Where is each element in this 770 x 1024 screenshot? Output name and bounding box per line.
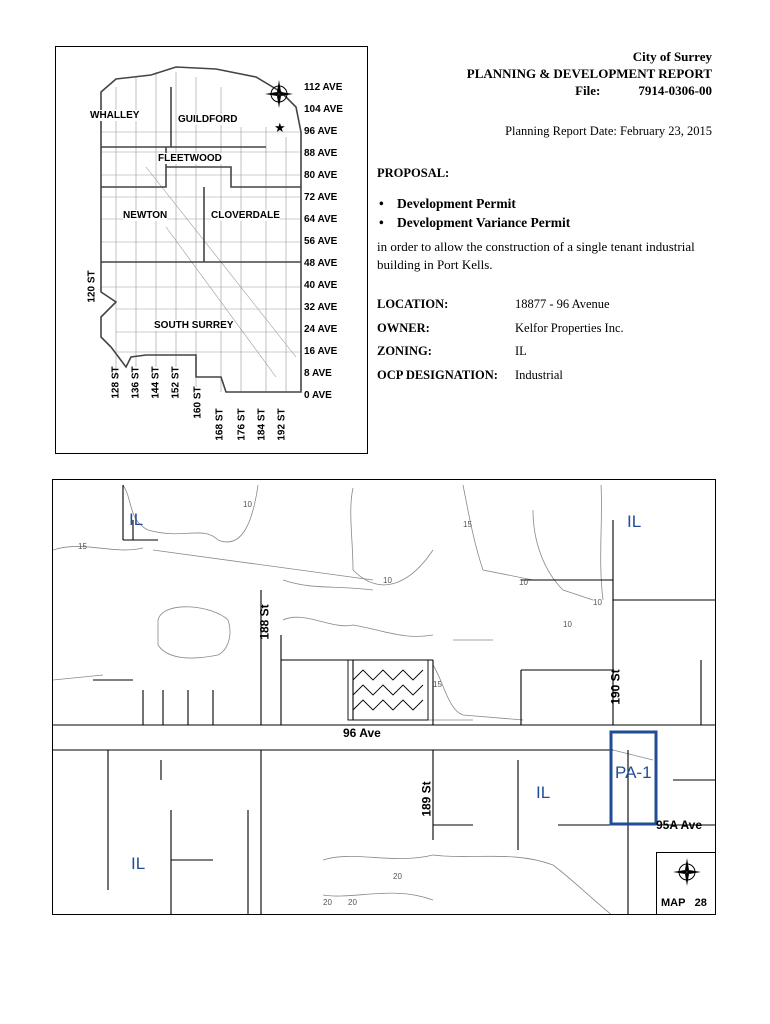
proposal-label: PROPOSAL: — [377, 166, 450, 180]
owner-label: OWNER: — [377, 321, 430, 335]
avenue-label: 0 AVE — [304, 390, 332, 401]
proposal-item: • Development Variance Permit — [377, 213, 717, 232]
avenue-label: 16 AVE — [304, 346, 338, 357]
contour-label: 20 — [348, 898, 357, 907]
location-row — [377, 297, 610, 312]
street-label: 144 ST — [150, 366, 162, 399]
map-label — [661, 897, 707, 909]
avenue-label: 32 AVE — [304, 302, 338, 313]
contour-label: 10 — [593, 598, 602, 607]
report-title: PLANNING & DEVELOPMENT REPORT — [466, 66, 712, 81]
contour-label: 20 — [393, 872, 402, 881]
contour-label: 15 — [463, 520, 472, 529]
street-label: 189 St — [419, 781, 434, 817]
city-name: City of Surrey — [632, 49, 712, 64]
contour-label: 15 — [433, 680, 442, 689]
street-label: 190 St — [608, 669, 623, 705]
avenue-label: 72 AVE — [304, 192, 338, 203]
area-label: SOUTH SURREY — [154, 320, 234, 331]
zone-label: PA-1 — [615, 763, 652, 782]
ocp-value: Industrial — [515, 368, 563, 382]
ocp-row — [377, 368, 563, 383]
map-number-box — [656, 852, 716, 915]
area-label: NEWTON — [123, 210, 168, 221]
proposal-section — [377, 166, 717, 274]
compass-icon — [264, 79, 294, 109]
avenue-label: 88 AVE — [304, 148, 338, 159]
file-row — [467, 82, 712, 99]
zone-label: IL — [627, 512, 642, 531]
contour-label: 15 — [78, 542, 87, 551]
owner-row — [377, 321, 624, 336]
street-label: 176 ST — [236, 408, 248, 441]
zoning-value: IL — [515, 344, 527, 358]
avenue-label: 104 AVE — [304, 104, 343, 115]
overview-map — [55, 46, 368, 454]
map-label-text: MAP — [661, 897, 686, 909]
street-label: 136 ST — [130, 366, 142, 399]
street-label: 188 St — [257, 604, 272, 640]
report-header — [467, 48, 712, 99]
site-star-icon: ★ — [274, 120, 286, 135]
zone-label: IL — [131, 854, 146, 873]
site-map — [52, 479, 716, 915]
street-label: 128 ST — [110, 366, 122, 399]
proposal-item: • Development Permit — [377, 194, 717, 213]
avenue-label: 48 AVE — [304, 258, 338, 269]
zone-label: IL — [129, 510, 144, 529]
street-label: 152 ST — [170, 366, 182, 399]
area-label: CLOVERDALE — [211, 210, 280, 221]
area-label: FLEETWOOD — [158, 153, 222, 164]
avenue-label: 64 AVE — [304, 214, 338, 225]
contour-label: 10 — [383, 576, 392, 585]
contour-label: 10 — [563, 620, 572, 629]
contour-label: 10 — [519, 578, 528, 587]
location-label: LOCATION: — [377, 297, 449, 311]
ocp-label: OCP DESIGNATION: — [377, 368, 498, 382]
avenue-label: 112 AVE — [304, 82, 343, 93]
street-label: 184 ST — [256, 408, 268, 441]
file-number: 7914-0306-00 — [638, 83, 712, 98]
avenue-label: 40 AVE — [304, 280, 338, 291]
map-number: 28 — [694, 897, 707, 909]
area-label: GUILDFORD — [178, 114, 238, 125]
avenue-label: 8 AVE — [304, 368, 332, 379]
zoning-row — [377, 344, 527, 359]
avenue-label: 80 AVE — [304, 170, 338, 181]
street-label: 96 Ave — [343, 726, 381, 740]
file-label: File: — [575, 83, 601, 98]
report-date: Planning Report Date: February 23, 2015 — [505, 124, 712, 138]
zone-label: IL — [536, 783, 551, 802]
street-label: 120 ST — [86, 270, 98, 303]
owner-value: Kelfor Properties Inc. — [515, 321, 624, 335]
avenue-label: 56 AVE — [304, 236, 338, 247]
street-label: 168 ST — [214, 408, 226, 441]
zoning-label: ZONING: — [377, 344, 432, 358]
area-label: WHALLEY — [90, 110, 140, 121]
street-label: 95A Ave — [656, 818, 703, 832]
contour-label: 10 — [243, 500, 252, 509]
avenue-label: 96 AVE — [304, 126, 338, 137]
contour-label: 20 — [323, 898, 332, 907]
location-value: 18877 - 96 Avenue — [515, 297, 610, 311]
proposal-description: in order to allow the construction of a single tenant industrial building in Port Kells. — [377, 239, 695, 272]
avenue-label: 24 AVE — [304, 324, 338, 335]
street-label: 160 ST — [192, 386, 204, 419]
street-label: 192 ST — [276, 408, 288, 441]
compass-icon — [672, 857, 702, 887]
